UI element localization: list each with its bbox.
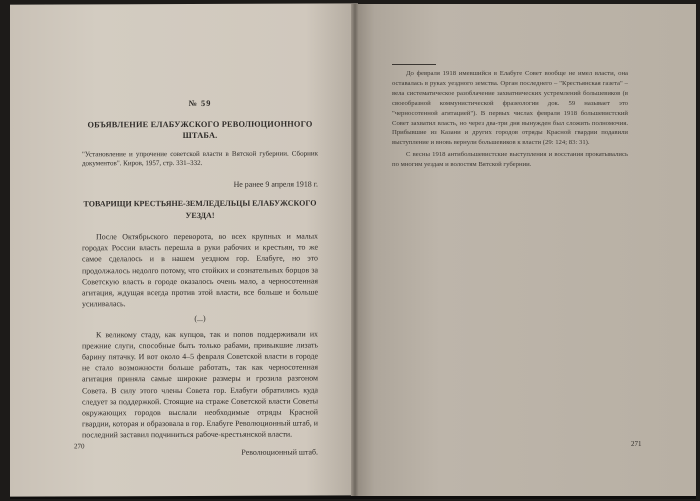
left-page <box>10 3 358 496</box>
appeal-heading: ТОВАРИЩИ КРЕСТЬЯНЕ-ЗЕМЛЕДЕЛЬЦЫ ЕЛАБУЖСКОГО УЕЗДА! <box>83 198 317 220</box>
omission-mark: (...) <box>194 314 206 324</box>
right-page-number: 271 <box>631 440 642 448</box>
left-page-number: 270 <box>74 442 85 451</box>
document-title: ОБЪЯВЛЕНИЕ ЕЛАБУЖСКОГО РЕВОЛЮЦИОННОГО ШТАБА. <box>87 119 313 141</box>
left-page-content <box>82 98 318 459</box>
paragraph-1: После Октябрьского переворота, во всех крупных и малых городах России власть перешла в руки рабочих и крестьян, то же самое сделалось и в нашем уездном гор. Елабуге, но это продолжалось недолго потому, что стойких и сознательных борцов за Советскую власть в городе оказалось очень мало, а черносотенная агитация, ждущая всегда против этой власти, все больше и больше усиливалась. <box>82 231 318 309</box>
source-citation: "Установление и упрочение советской власти в Вятской губернии. Сборник документов". Киров, 1957, стр. 331–332. <box>82 149 318 168</box>
right-page-content <box>392 64 628 172</box>
document-date: Не ранее 9 апреля 1918 г. <box>233 179 318 189</box>
paragraph-2: К великому стаду, как купцов, так и попов поддерживали их прежние слуги, способные быть только рабами, привыкшие лизать барину пятачку. И вот около 4–5 февраля Советской власти в городе не стало возможности больше работать, так как черносотенная агитация приняла самые широкие размеры и грозила разгоном Совета. В силу этого члены Совета гор. Елабуги обратились куда следует за поддержкой. Стоящие на страже Советской власти Советы окружающих городов выслали необходимые отряды Красной гвардии, которая и образовала в гор. Елабуге Революционный штаб, и последний заставил подчиниться рабоче-крестьянской власти. <box>82 329 318 440</box>
document-number: № 59 <box>188 98 212 108</box>
footnote-rule <box>392 64 436 65</box>
book-spread <box>10 4 696 499</box>
book-gutter <box>351 4 359 496</box>
footnote-2: С весны 1918 антибольшевистские выступления и восстания прокатывались по многим уездам и волостям Вятской губернии. <box>392 151 628 169</box>
footnote-1: До февраля 1918 имевшийся в Елабуге Совет вообще не имел власти, она оставалась в руках уездного земства. Орган последнего – "Крестьянская газета" – вела систематическое разоблачение захватнических устремлений большевиков (в своеобразной коммунистической фразеологии док. 59 называет это "черносотенной агитацией"). В первых числах февраля 1918 большевистский Совет захватил власть, но через два-три дня вынужден был сложить полномочия. Прибывшие из Казани и других городов отряды Красной гвардии подавили выступление и вновь вернули большевиков к власти (29: 124; 83: 31). <box>392 70 628 147</box>
signature: Революционный штаб. <box>241 447 318 457</box>
right-page <box>354 4 696 496</box>
